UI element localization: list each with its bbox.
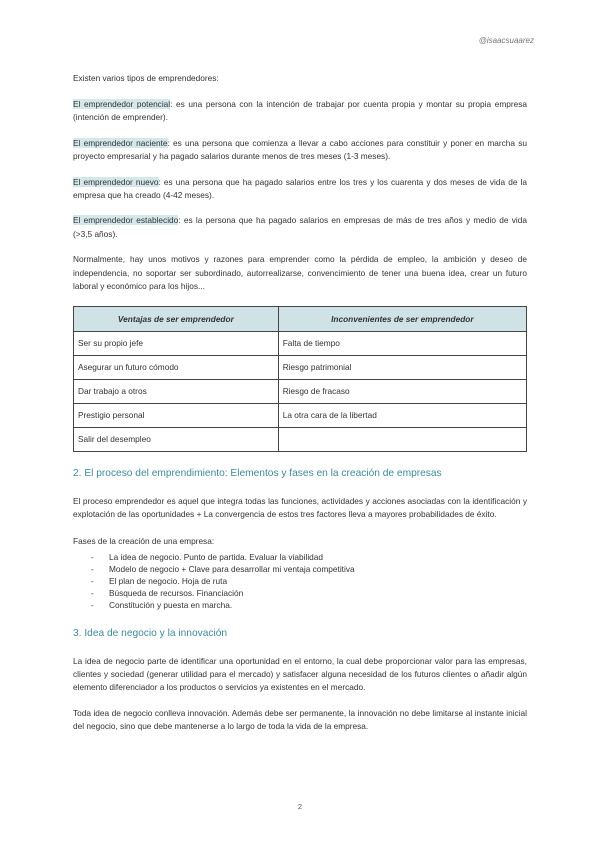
definition-text: : es una persona que ha pagado salarios entre los tres y los cuarenta y dos meses de vida de la empresa que ha creado (4-42 meses). <box>73 176 527 200</box>
table-cell: Asegurar un futuro cómodo <box>74 355 279 379</box>
highlight-term: El emprendedor establecido <box>73 215 179 226</box>
fases-title: Fases de la creación de una empresa: <box>73 536 215 547</box>
list-item-text: El plan de negocio. Hoja de ruta <box>109 575 228 586</box>
list-item-text: La idea de negocio. Punto de partida. Evaluar la viabilidad <box>109 551 324 562</box>
page-number: 2 <box>297 802 303 811</box>
highlight-term: El emprendedor nuevo <box>73 176 159 187</box>
table-row <box>74 355 527 379</box>
table-row <box>74 427 527 451</box>
author-handle: @isaacsuaarez <box>478 36 534 45</box>
section-2-heading: 2. El proceso del emprendimiento: Elementos y fases en la creación de empresas <box>73 467 442 479</box>
dash-bullet-icon: - <box>91 588 94 599</box>
table-header-row <box>74 306 527 331</box>
table-row <box>74 403 527 427</box>
table-cell: Riesgo de fracaso <box>278 379 526 403</box>
definition-text: : es una persona con la intención de trabajar por cuenta propia y montar su propia empresa (intención de emprender). <box>73 98 527 122</box>
dash-bullet-icon: - <box>91 551 94 562</box>
section-3-heading: 3. Idea de negocio y la innovación <box>73 627 228 639</box>
table-cell: Falta de tiempo <box>278 331 526 355</box>
page-content <box>73 72 527 733</box>
list-item <box>73 563 527 575</box>
list-item-text: Modelo de negocio + Clave para desarrollar mi ventaja competitiva <box>109 563 355 574</box>
list-item <box>73 575 527 587</box>
ventajas-inconvenientes-table <box>73 306 527 452</box>
list-item <box>73 551 527 563</box>
list-item <box>73 587 527 599</box>
highlight-term: El emprendedor naciente <box>73 137 168 148</box>
table-row <box>74 331 527 355</box>
table-cell: Riesgo patrimonial <box>278 355 526 379</box>
section-2-paragraph: El proceso emprendedor es aquel que integra todas las funciones, actividades y acciones asociadas con la identificación y explotación de las oportunidades + La convergencia de estos tres factores lleva a mayores probabilidades de éxito. <box>73 495 527 520</box>
table-cell: Salir del desempleo <box>74 427 279 451</box>
intro-text: Existen varios tipos de emprendedores: <box>73 73 219 83</box>
table-cell: La otra cara de la libertad <box>278 403 526 427</box>
table-cell: Dar trabajo a otros <box>74 379 279 403</box>
section-3-paragraph-1: La idea de negocio parte de identificar una oportunidad en el entorno, la cual debe proporcionar valor para las empresas, clientes y sociedad (generar utilidad para el mercado) y satisfacer alguna necesidad de los futuros clientes o añadir algún elemento diferenciador a los productos o servicios ya existentes en el mercado. <box>73 655 527 692</box>
table-cell: Ser su propio jefe <box>74 331 279 355</box>
dash-bullet-icon: - <box>91 563 94 574</box>
tipo-potencial <box>73 98 527 124</box>
list-item-text: Constitución y puesta en marcha. <box>109 600 233 611</box>
table-header-inconvenientes: Inconvenientes de ser emprendedor <box>278 306 526 331</box>
table-cell <box>278 427 526 451</box>
dash-bullet-icon: - <box>91 575 94 586</box>
definition-text: : es la persona que ha pagado salarios en empresas de más de tres años y medio de vida (>3,5 años). <box>73 215 527 239</box>
table-cell: Prestigio personal <box>74 403 279 427</box>
list-item-text: Búsqueda de recursos. Financiación <box>109 588 244 599</box>
dash-bullet-icon: - <box>91 600 94 611</box>
table-row <box>74 379 527 403</box>
section-3-paragraph-2: Toda idea de negocio conlleva innovación. Además debe ser permanente, la innovación no debe limitarse al instante inicial del negocio, sino que debe mantenerse a lo largo de toda la vida de la empresa. <box>73 707 527 731</box>
fases-list <box>73 551 527 612</box>
table-header-ventajas: Ventajas de ser emprendedor <box>74 306 279 331</box>
tipo-establecido <box>73 214 527 240</box>
definition-text: : es una persona que comienza a llevar a cabo acciones para constituir y poner en marcha su proyecto empresarial y ha pagado salarios durante menos de tres meses (1-3 meses). <box>73 137 527 161</box>
tipo-naciente <box>73 137 527 163</box>
list-item <box>73 599 527 611</box>
motivos-paragraph: Normalmente, hay unos motivos y razones para emprender como la pérdida de empleo, la ambición y deseo de independencia, no soportar ser subordinado, autorrealizarse, convencimiento de tener una buena idea, crear un futuro laboral y económico para los hijos... <box>73 254 527 291</box>
highlight-term: El emprendedor potencial <box>73 98 171 109</box>
tipo-nuevo <box>73 176 527 202</box>
